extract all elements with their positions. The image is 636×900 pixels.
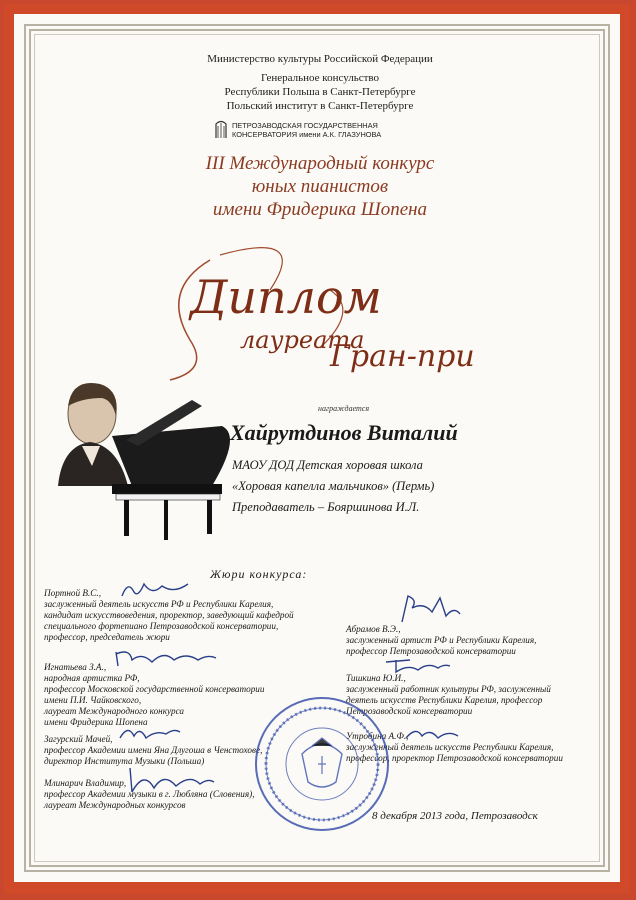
recipient-details (232, 455, 542, 518)
school-line1: МАОУ ДОД Детская хоровая школа (232, 458, 423, 472)
jury-line: лауреат Международных конкурсов (44, 800, 186, 810)
jury-heading: Жюри конкурса: (210, 567, 308, 581)
signature-ignatieva (112, 646, 222, 670)
laureate-word: лауреата (240, 326, 365, 354)
jury-name: Портной В.С., (44, 588, 102, 598)
competition-line3: имени Фридерика Шопена (212, 199, 428, 220)
school-line2: «Хоровая капелла мальчиков» (Пермь) (232, 479, 435, 493)
jury-line: заслуженный работник культуры РФ, заслуженный (346, 684, 551, 694)
jury-line: кандидат искусствоведения, проректор, заведующий кафедрой (44, 610, 294, 620)
conservatory-line2: КОНСЕРВАТОРИЯ имени А.К. ГЛАЗУНОВА (232, 130, 382, 139)
jury-line: профессор, председатель жюри (44, 632, 170, 642)
jury-name: Млинарич Владимир, (44, 778, 127, 788)
jury-name: Загурский Мачей, (44, 734, 113, 744)
jury-line: профессор Петрозаводской консерватории (346, 646, 516, 656)
header-block (150, 52, 490, 113)
recipient-name: Хайрутдинов Виталий (230, 420, 458, 445)
jury-name: Абрамов В.Э., (346, 624, 401, 634)
jury-line: специального фортепиано Петрозаводской консерватории, (44, 621, 279, 631)
conservatory-logo-icon (212, 118, 230, 140)
signature-portnoy (118, 578, 198, 602)
grand-prix-word: Гран-при (330, 339, 475, 374)
signature-tishkina (384, 656, 454, 676)
signature-utrobina (402, 724, 472, 744)
jury-line: имени П.И. Чайковского, (44, 695, 142, 705)
date-place: 8 декабря 2013 года, Петрозаводск (372, 810, 538, 822)
jury-line: профессор Академии музыки в г. Любляна (Словения), (44, 789, 255, 799)
signature-zagurski (116, 722, 186, 744)
consulate-line1: Генеральное консульство (260, 72, 380, 84)
jury-line: заслуженный деятель искусств РФ и Республики Карелия, (44, 599, 274, 609)
jury-line: заслуженный деятель искусств Республики Карелия, (346, 742, 554, 752)
conservatory-block (212, 118, 402, 140)
competition-title (120, 152, 520, 221)
jury-member (346, 624, 606, 657)
jury-line: Петрозаводской консерватории (346, 706, 473, 716)
signature-mlinaric (124, 764, 220, 794)
jury-line: профессор Академии имени Яна Длугоша в Ченстохове, (44, 745, 263, 755)
jury-line: имени Фридерика Шопена (44, 717, 148, 727)
chopin-portrait-piano-image (42, 376, 247, 546)
jury-line: деятель искусств Республики Карелия, профессор (346, 695, 543, 705)
teacher-line: Преподаватель – Бояршинова И.Л. (232, 500, 420, 514)
competition-line1: III Международный конкурс (205, 153, 435, 174)
jury-line: заслуженный артист РФ и Республики Карелия, (346, 635, 537, 645)
jury-line: профессор, проректор Петрозаводской консерватории (346, 753, 563, 763)
conservatory-line1: ПЕТРОЗАВОДСКАЯ ГОСУДАРСТВЕННАЯ (232, 121, 378, 130)
jury-name: Игнатьева З.А., (44, 662, 107, 672)
jury-line: профессор Московской государственной консерватории (44, 684, 265, 694)
competition-line2: юных пианистов (251, 176, 389, 197)
institute-line: Польский институт в Санкт-Петербурге (226, 100, 414, 112)
consulate-line2: Республики Польша в Санкт-Петербурге (224, 86, 416, 98)
jury-name: Утробина А.Ф., (346, 731, 409, 741)
jury-line: директор Института Музыки (Польша) (44, 756, 205, 766)
awarded-label: награждается (318, 404, 370, 413)
signature-abramov (396, 592, 466, 624)
jury-line: народная артистка РФ, (44, 673, 140, 683)
official-stamp-icon (252, 694, 392, 834)
diploma-word: Диплом (190, 270, 382, 324)
jury-line: лауреат Международного конкурса (44, 706, 185, 716)
jury-name: Тишкина Ю.И., (346, 673, 406, 683)
ministry-line: Министерство культуры Российской Федерации (207, 53, 433, 65)
